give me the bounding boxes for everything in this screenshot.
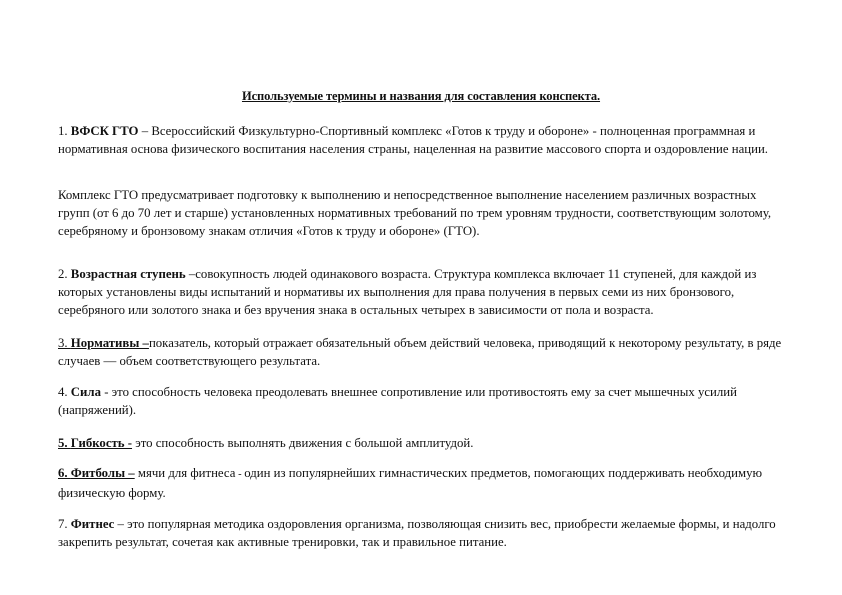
separator: - — [101, 385, 112, 399]
definition-flexibility — [58, 434, 790, 452]
item-number: 5. — [58, 436, 71, 450]
term-flexibility: Гибкость - — [70, 436, 133, 450]
definition-text: показатель, который отражает обязательный объем действий человека, приводящий к некоторому результату, в ряде случаев — объем соответствующего результата. — [58, 336, 782, 369]
term-vfsk-gto: ВФСК ГТО — [70, 124, 139, 138]
term-fitness: Фитнес — [70, 517, 115, 531]
definition-text: это популярная методика оздоровления организма, позволяющая снизить вес, приобрести желаемые формы, и надолго закрепить результат, сочетая как активные тренировки, так и правильное питание. — [58, 517, 776, 550]
paragraph-text: Комплекс ГТО предусматривает подготовку к выполнению и непосредственное выполнение населением различных возрастных групп (от 6 до 70 лет и старше) установленных нормативных требований по трем уровням трудности, соответствующим золотому, серебряному и бронзовому знакам отличия «Готов к труду и обороне» (ГТО). — [58, 188, 772, 239]
gto-complex-paragraph — [58, 186, 790, 241]
definition-text-c: один из популярнейших гимнастических предметов, помогающих поддерживать необходимую физическую форму. — [58, 466, 763, 501]
term-age-stage: Возрастная ступень — [70, 267, 186, 281]
separator: – — [114, 517, 128, 531]
definition-text: совокупность людей одинакового возраста. Структура комплекса включает 11 ступеней, для каждой из которых установлены виды испытаний и нормативы их выполнения для права получения в первых семи из них бронзового, серебряного или золотого знака и без вручения знака в остальных четырех в зависимости от пола и возраста. — [58, 267, 757, 318]
item-number: 6. — [58, 466, 71, 480]
separator: – — [185, 267, 196, 281]
term-fitballs: Фитболы – — [70, 466, 135, 480]
definition-text-a: мячи для фитнеса — [137, 466, 236, 480]
item-number: 2. — [58, 267, 71, 281]
term-strength: Сила — [70, 385, 101, 399]
item-number: 7. — [58, 517, 71, 531]
item-number: 3. — [58, 336, 71, 350]
definition-text: это способность человека преодолевать внешнее сопротивление или противостоять ему за счет мышечных усилий (напряжений). — [58, 385, 737, 418]
item-number: 1. — [58, 124, 71, 138]
document-title: Используемые термины и названия для составления конспекта. — [241, 89, 601, 103]
definition-fitballs — [58, 464, 790, 502]
definition-fitness — [58, 515, 790, 551]
definition-strength — [58, 383, 790, 419]
definition-dash: - — [235, 469, 245, 480]
separator: – — [138, 124, 152, 138]
definition-standards — [58, 334, 790, 370]
definition-text: Всероссийский Физкультурно-Спортивный комплекс «Готов к труду и обороне» - полноценная программная и нормативная основа физического воспитания населения страны, нацеленная на развитие массового спорта и оздоровление нации. — [58, 124, 768, 157]
definition-text: это способность выполнять движения с большой амплитудой. — [135, 436, 474, 450]
item-number: 4. — [58, 385, 71, 399]
definition-age-stage — [58, 265, 790, 320]
definition-vfsk-gto — [58, 122, 790, 158]
term-standards: Нормативы – — [70, 336, 149, 350]
